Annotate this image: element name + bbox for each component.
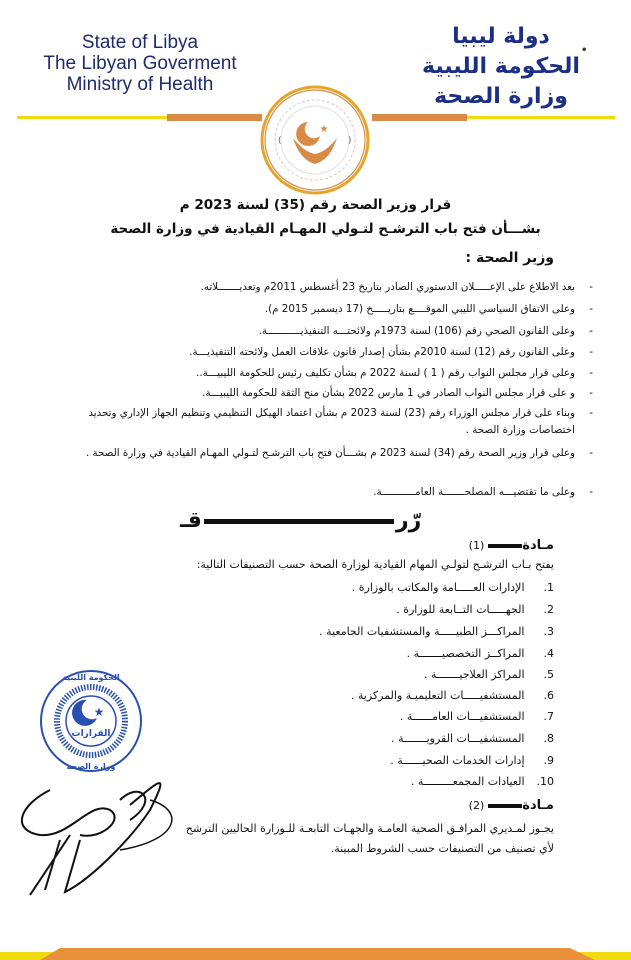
article-2-line-2: لأي تصنيف من التصنيفات حسب الشروط المبينة. [330,842,554,855]
handwritten-signature [10,780,180,900]
english-line-state: State of Libya [81,32,199,53]
header-divider-orange-right [372,114,467,121]
category-item: 1. الإدارات العـــــامة والمكاتب بالوزارة . [351,581,554,594]
svg-text:): ) [348,136,352,146]
preamble-item: - وعلى الاتفاق السياسي الليبي الموقــــع بتاريـــــخ (17 ديسمبر 2015 م). [264,303,593,315]
article-1-heading: مـادة(1) [468,538,554,553]
category-item: 9. إدارات الخدمات الصحيــــــة . [390,754,554,767]
preamble-item: - وعلى قرار مجلس النواب رقم ( 1 ) لسنة 2022 م بشأن تكليف رئيس للحكومة الليبيـــة.. [196,367,593,379]
article-2-heading: مـادة(2) [468,798,554,813]
arabic-letterhead [401,22,601,112]
header-divider-yellow-right [467,116,615,119]
category-item: 7. المستشفيـــات العامــــــة . [399,710,554,723]
category-item: 6. المستشفيـــــات التعليميـة والمركزية . [350,689,554,702]
preamble-item: - بعد الاطلاع على الإعـــــلان الدستوري الصادر بتاريخ 23 أغسطس 2011م وتعديـــــــلاته. [200,281,593,293]
svg-text:(: ( [278,136,282,146]
arabic-line-ministry: وزارة الصحة [434,84,568,109]
english-line-government: The Libyan Goverment [43,53,237,74]
category-item: 2. الجهـــــات التــابعة للوزارة . [396,603,554,616]
svg-text:القرارات: القرارات [71,729,111,739]
dot-mark: • [581,45,588,56]
category-item: 4. المراكــز التخصصيـــــــة . [406,647,554,660]
svg-text:الحكومة الليبية: الحكومة الليبية [62,673,120,682]
decision-title: قرار وزير الصحة رقم (35) لسنة 2023 م [179,197,452,213]
arabic-line-state: دولة ليبيا [452,24,550,49]
official-seal [35,668,147,774]
preamble-item: - وعلى قرار وزير الصحة رقم (34) لسنة 2023 م بشـــأن فتح باب الترشـح لتـولي المهـام القيادية في وزارة الصحة . [85,447,593,459]
decided-heading: رّرقـ [180,508,422,533]
english-line-ministry: Ministry of Health [66,74,214,95]
preamble-item: - وبناء على قرار مجلس الوزراء رقم (23) لسنة 2023 م بشأن اعتماد الهيكل التنظيمي وتنظيم الجهاز الإداري وتحديد اختصاصات وزارة الصحة . [88,407,593,436]
ministry-logo [260,80,370,200]
footer-band [0,946,631,960]
article-2-line-1: يجـوز لمـديري المرافـق الصحية العامـة والجهـات التابعـة للـوزارة الحاليين الترشح [185,822,554,835]
star-icon: ★ [93,705,105,719]
category-item: 3. المراكـــز الطبيـــــة والمستشفيات الجامعية . [319,625,554,638]
article-1-intro: يفتح بـاب الترشـح لتولـي المهام القيادية لوزارة الصحة حسب التصنيفات التالية: [196,558,554,571]
preamble-item: - وعلى القانون رقم (12) لسنة 2010م بشأن إصدار قانون علاقات العمل ولائحته التنفيذيـــة. [189,346,593,358]
category-item: 8. المستشفيـــات القرويـــــــة . [391,732,554,745]
category-item: 10. العيادات المجمعـــــــــة . [410,775,554,788]
arabic-line-government: الحكومة الليبية [422,54,580,79]
preamble-item: - وعلى القانون الصحي رقم (106) لسنة 1973م ولائحتـــه التنفيذيـــــــــــة. [258,325,593,337]
preamble-item: - وعلى ما تقتضيـــه المصلحـــــــة العامـــــــــــة. [373,486,593,498]
svg-text:وزارة الصحة: وزارة الصحة [66,762,116,771]
header-divider-yellow-left [17,116,167,119]
preamble-item: - و على قرار مجلس النواب الصادر في 1 مارس 2022 بشأن منح الثقة للحكومة الليبيـــة. [202,387,593,399]
category-item: 5. المراكز العلاجيـــــــة . [423,668,554,681]
star-icon: ★ [319,124,329,135]
decision-subject: بشـــأن فتح باب الترشـح لتـولي المهـام القيادية في وزارة الصحة [110,221,541,237]
english-letterhead [40,32,240,95]
header-divider-orange-left [167,114,262,121]
issuer-heading: وزير الصحة : [465,250,554,266]
